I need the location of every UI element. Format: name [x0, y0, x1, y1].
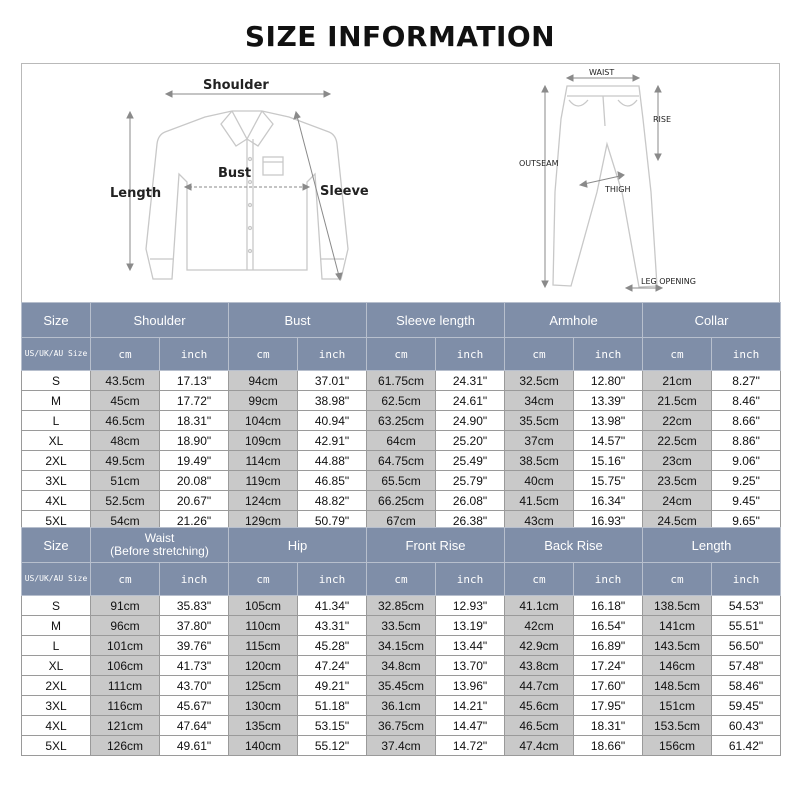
inch-cell: 14.72"	[436, 736, 505, 756]
cm-cell: 129cm	[229, 511, 298, 531]
unit-inch: inch	[298, 338, 367, 371]
cm-cell: 156cm	[643, 736, 712, 756]
table-row	[22, 636, 781, 656]
inch-cell: 13.70"	[436, 656, 505, 676]
inch-cell: 37.01"	[298, 371, 367, 391]
unit-inch: inch	[298, 563, 367, 596]
cm-cell: 104cm	[229, 411, 298, 431]
column-header: Armhole	[505, 303, 643, 338]
cm-cell: 143.5cm	[643, 636, 712, 656]
inch-cell: 12.80"	[574, 371, 643, 391]
inch-cell: 38.98"	[298, 391, 367, 411]
inch-cell: 24.61"	[436, 391, 505, 411]
inch-cell: 15.16"	[574, 451, 643, 471]
table-row	[22, 431, 781, 451]
inch-cell: 21.26"	[160, 511, 229, 531]
cm-cell: 124cm	[229, 491, 298, 511]
unit-inch: inch	[160, 338, 229, 371]
inch-cell: 24.90"	[436, 411, 505, 431]
inch-cell: 18.31"	[160, 411, 229, 431]
cm-cell: 38.5cm	[505, 451, 574, 471]
table-row	[22, 451, 781, 471]
cm-cell: 138.5cm	[643, 596, 712, 616]
cm-cell: 34.8cm	[367, 656, 436, 676]
inch-cell: 42.91"	[298, 431, 367, 451]
cm-cell: 42.9cm	[505, 636, 574, 656]
cm-cell: 153.5cm	[643, 716, 712, 736]
cm-cell: 115cm	[229, 636, 298, 656]
unit-inch: inch	[436, 338, 505, 371]
table-row	[22, 491, 781, 511]
inch-cell: 25.49"	[436, 451, 505, 471]
cm-cell: 46.5cm	[91, 411, 160, 431]
inch-cell: 24.31"	[436, 371, 505, 391]
inch-cell: 43.31"	[298, 616, 367, 636]
cm-cell: 52.5cm	[91, 491, 160, 511]
size-header: Size	[22, 528, 91, 563]
cm-cell: 41.1cm	[505, 596, 574, 616]
table-header-row	[22, 303, 781, 338]
shoulder-label: Shoulder	[203, 78, 269, 93]
waist-header-note: (Before stretching)	[110, 544, 209, 558]
inch-cell: 26.08"	[436, 491, 505, 511]
inch-cell: 13.96"	[436, 676, 505, 696]
waist-header-label: Waist	[144, 531, 175, 545]
cm-cell: 37cm	[505, 431, 574, 451]
cm-cell: 45.6cm	[505, 696, 574, 716]
cm-cell: 21.5cm	[643, 391, 712, 411]
cm-cell: 64cm	[367, 431, 436, 451]
unit-cm: cm	[91, 563, 160, 596]
inch-cell: 19.49"	[160, 451, 229, 471]
table-row	[22, 391, 781, 411]
unit-cm: cm	[367, 338, 436, 371]
unit-inch: inch	[436, 563, 505, 596]
bust-label: Bust	[218, 166, 252, 181]
leg-opening-label: LEG OPENING	[641, 277, 696, 286]
size-cell: 2XL	[22, 451, 91, 471]
cm-cell: 61.75cm	[367, 371, 436, 391]
inch-cell: 25.79"	[436, 471, 505, 491]
unit-cm: cm	[229, 563, 298, 596]
inch-cell: 54.53"	[712, 596, 781, 616]
inch-cell: 41.73"	[160, 656, 229, 676]
bottom-size-table	[21, 527, 781, 756]
size-diagram-panel	[21, 63, 780, 303]
rise-label: RISE	[653, 115, 672, 124]
table-row	[22, 471, 781, 491]
inch-cell: 16.34"	[574, 491, 643, 511]
cm-cell: 94cm	[229, 371, 298, 391]
cm-cell: 51cm	[91, 471, 160, 491]
outseam-label: OUTSEAM	[519, 159, 559, 168]
inch-cell: 18.31"	[574, 716, 643, 736]
inch-cell: 59.45"	[712, 696, 781, 716]
cm-cell: 24cm	[643, 491, 712, 511]
inch-cell: 14.47"	[436, 716, 505, 736]
cm-cell: 22cm	[643, 411, 712, 431]
cm-cell: 32.85cm	[367, 596, 436, 616]
unit-header-row	[22, 338, 781, 371]
cm-cell: 45cm	[91, 391, 160, 411]
pants-arrows	[542, 75, 662, 291]
cm-cell: 43.5cm	[91, 371, 160, 391]
size-cell: 3XL	[22, 696, 91, 716]
inch-cell: 17.72"	[160, 391, 229, 411]
cm-cell: 34.15cm	[367, 636, 436, 656]
inch-cell: 47.64"	[160, 716, 229, 736]
inch-cell: 17.13"	[160, 371, 229, 391]
cm-cell: 96cm	[91, 616, 160, 636]
inch-cell: 13.98"	[574, 411, 643, 431]
cm-cell: 47.4cm	[505, 736, 574, 756]
inch-cell: 9.65"	[712, 511, 781, 531]
cm-cell: 106cm	[91, 656, 160, 676]
inch-cell: 8.46"	[712, 391, 781, 411]
bottom-table-body	[22, 596, 781, 756]
inch-cell: 14.57"	[574, 431, 643, 451]
size-cell: M	[22, 616, 91, 636]
unit-cm: cm	[91, 338, 160, 371]
inch-cell: 16.89"	[574, 636, 643, 656]
inch-cell: 55.12"	[298, 736, 367, 756]
cm-cell: 119cm	[229, 471, 298, 491]
inch-cell: 41.34"	[298, 596, 367, 616]
cm-cell: 41.5cm	[505, 491, 574, 511]
size-cell: 4XL	[22, 716, 91, 736]
cm-cell: 36.75cm	[367, 716, 436, 736]
inch-cell: 60.43"	[712, 716, 781, 736]
table-header-row	[22, 528, 781, 563]
cm-cell: 111cm	[91, 676, 160, 696]
cm-cell: 48cm	[91, 431, 160, 451]
inch-cell: 43.70"	[160, 676, 229, 696]
cm-cell: 125cm	[229, 676, 298, 696]
column-header: Collar	[643, 303, 781, 338]
cm-cell: 148.5cm	[643, 676, 712, 696]
unit-cm: cm	[505, 563, 574, 596]
top-size-table	[21, 302, 781, 531]
cm-cell: 110cm	[229, 616, 298, 636]
cm-cell: 32.5cm	[505, 371, 574, 391]
inch-cell: 57.48"	[712, 656, 781, 676]
size-cell: S	[22, 596, 91, 616]
top-table-body	[22, 371, 781, 531]
size-cell: 4XL	[22, 491, 91, 511]
cm-cell: 22.5cm	[643, 431, 712, 451]
inch-cell: 37.80"	[160, 616, 229, 636]
size-cell: 2XL	[22, 676, 91, 696]
length-label: Length	[110, 186, 162, 201]
cm-cell: 101cm	[91, 636, 160, 656]
column-header: Hip	[229, 528, 367, 563]
cm-cell: 23cm	[643, 451, 712, 471]
inch-cell: 9.25"	[712, 471, 781, 491]
table-row	[22, 716, 781, 736]
column-header: Shoulder	[91, 303, 229, 338]
cm-cell: 23.5cm	[643, 471, 712, 491]
cm-cell: 43.8cm	[505, 656, 574, 676]
cm-cell: 21cm	[643, 371, 712, 391]
cm-cell: 33.5cm	[367, 616, 436, 636]
inch-cell: 51.18"	[298, 696, 367, 716]
inch-cell: 9.06"	[712, 451, 781, 471]
inch-cell: 8.86"	[712, 431, 781, 451]
cm-cell: 37.4cm	[367, 736, 436, 756]
inch-cell: 16.18"	[574, 596, 643, 616]
column-header: Sleeve length	[367, 303, 505, 338]
inch-cell: 48.82"	[298, 491, 367, 511]
column-header-waist	[91, 528, 229, 563]
cm-cell: 67cm	[367, 511, 436, 531]
cm-cell: 109cm	[229, 431, 298, 451]
cm-cell: 62.5cm	[367, 391, 436, 411]
inch-cell: 13.44"	[436, 636, 505, 656]
inch-cell: 16.93"	[574, 511, 643, 531]
cm-cell: 130cm	[229, 696, 298, 716]
cm-cell: 40cm	[505, 471, 574, 491]
cm-cell: 66.25cm	[367, 491, 436, 511]
inch-cell: 8.66"	[712, 411, 781, 431]
inch-cell: 58.46"	[712, 676, 781, 696]
table-row	[22, 656, 781, 676]
size-subheader: US/UK/AU Size	[22, 338, 91, 371]
column-header: Bust	[229, 303, 367, 338]
inch-cell: 46.85"	[298, 471, 367, 491]
cm-cell: 64.75cm	[367, 451, 436, 471]
inch-cell: 20.08"	[160, 471, 229, 491]
column-header: Length	[643, 528, 781, 563]
cm-cell: 141cm	[643, 616, 712, 636]
thigh-label: THIGH	[605, 185, 631, 194]
garment-illustration	[22, 64, 781, 304]
cm-cell: 140cm	[229, 736, 298, 756]
cm-cell: 99cm	[229, 391, 298, 411]
size-cell: XL	[22, 431, 91, 451]
cm-cell: 65.5cm	[367, 471, 436, 491]
inch-cell: 56.50"	[712, 636, 781, 656]
inch-cell: 49.61"	[160, 736, 229, 756]
table-row	[22, 616, 781, 636]
cm-cell: 44.7cm	[505, 676, 574, 696]
size-header: Size	[22, 303, 91, 338]
inch-cell: 17.24"	[574, 656, 643, 676]
cm-cell: 63.25cm	[367, 411, 436, 431]
inch-cell: 44.88"	[298, 451, 367, 471]
cm-cell: 114cm	[229, 451, 298, 471]
unit-inch: inch	[160, 563, 229, 596]
inch-cell: 39.76"	[160, 636, 229, 656]
inch-cell: 40.94"	[298, 411, 367, 431]
sleeve-label: Sleeve	[320, 184, 369, 199]
cm-cell: 42cm	[505, 616, 574, 636]
cm-cell: 126cm	[91, 736, 160, 756]
table-row	[22, 371, 781, 391]
inch-cell: 25.20"	[436, 431, 505, 451]
inch-cell: 35.83"	[160, 596, 229, 616]
unit-cm: cm	[643, 338, 712, 371]
table-row	[22, 411, 781, 431]
cm-cell: 43cm	[505, 511, 574, 531]
inch-cell: 47.24"	[298, 656, 367, 676]
inch-cell: 20.67"	[160, 491, 229, 511]
size-cell: 5XL	[22, 736, 91, 756]
unit-inch: inch	[712, 563, 781, 596]
cm-cell: 91cm	[91, 596, 160, 616]
inch-cell: 15.75"	[574, 471, 643, 491]
inch-cell: 16.54"	[574, 616, 643, 636]
cm-cell: 120cm	[229, 656, 298, 676]
unit-cm: cm	[643, 563, 712, 596]
unit-cm: cm	[229, 338, 298, 371]
inch-cell: 12.93"	[436, 596, 505, 616]
size-cell: XL	[22, 656, 91, 676]
size-cell: L	[22, 636, 91, 656]
cm-cell: 46.5cm	[505, 716, 574, 736]
inch-cell: 17.60"	[574, 676, 643, 696]
cm-cell: 54cm	[91, 511, 160, 531]
column-header: Back Rise	[505, 528, 643, 563]
inch-cell: 18.90"	[160, 431, 229, 451]
size-cell: 3XL	[22, 471, 91, 491]
cm-cell: 35.5cm	[505, 411, 574, 431]
table-row	[22, 676, 781, 696]
inch-cell: 45.28"	[298, 636, 367, 656]
waist-label: WAIST	[589, 68, 615, 77]
inch-cell: 13.19"	[436, 616, 505, 636]
inch-cell: 55.51"	[712, 616, 781, 636]
cm-cell: 36.1cm	[367, 696, 436, 716]
inch-cell: 50.79"	[298, 511, 367, 531]
inch-cell: 14.21"	[436, 696, 505, 716]
inch-cell: 61.42"	[712, 736, 781, 756]
inch-cell: 49.21"	[298, 676, 367, 696]
cm-cell: 49.5cm	[91, 451, 160, 471]
inch-cell: 18.66"	[574, 736, 643, 756]
cm-cell: 121cm	[91, 716, 160, 736]
unit-inch: inch	[574, 563, 643, 596]
size-cell: L	[22, 411, 91, 431]
cm-cell: 146cm	[643, 656, 712, 676]
table-row	[22, 696, 781, 716]
column-header: Front Rise	[367, 528, 505, 563]
cm-cell: 34cm	[505, 391, 574, 411]
unit-cm: cm	[505, 338, 574, 371]
inch-cell: 13.39"	[574, 391, 643, 411]
cm-cell: 116cm	[91, 696, 160, 716]
unit-cm: cm	[367, 563, 436, 596]
cm-cell: 35.45cm	[367, 676, 436, 696]
inch-cell: 53.15"	[298, 716, 367, 736]
size-cell: S	[22, 371, 91, 391]
size-cell: 5XL	[22, 511, 91, 531]
page-title: SIZE INFORMATION	[244, 20, 556, 53]
cm-cell: 24.5cm	[643, 511, 712, 531]
inch-cell: 8.27"	[712, 371, 781, 391]
table-row	[22, 736, 781, 756]
size-cell: M	[22, 391, 91, 411]
inch-cell: 26.38"	[436, 511, 505, 531]
cm-cell: 135cm	[229, 716, 298, 736]
inch-cell: 9.45"	[712, 491, 781, 511]
cm-cell: 105cm	[229, 596, 298, 616]
table-row	[22, 596, 781, 616]
unit-inch: inch	[574, 338, 643, 371]
size-subheader: US/UK/AU Size	[22, 563, 91, 596]
inch-cell: 17.95"	[574, 696, 643, 716]
unit-header-row	[22, 563, 781, 596]
inch-cell: 45.67"	[160, 696, 229, 716]
cm-cell: 151cm	[643, 696, 712, 716]
unit-inch: inch	[712, 338, 781, 371]
